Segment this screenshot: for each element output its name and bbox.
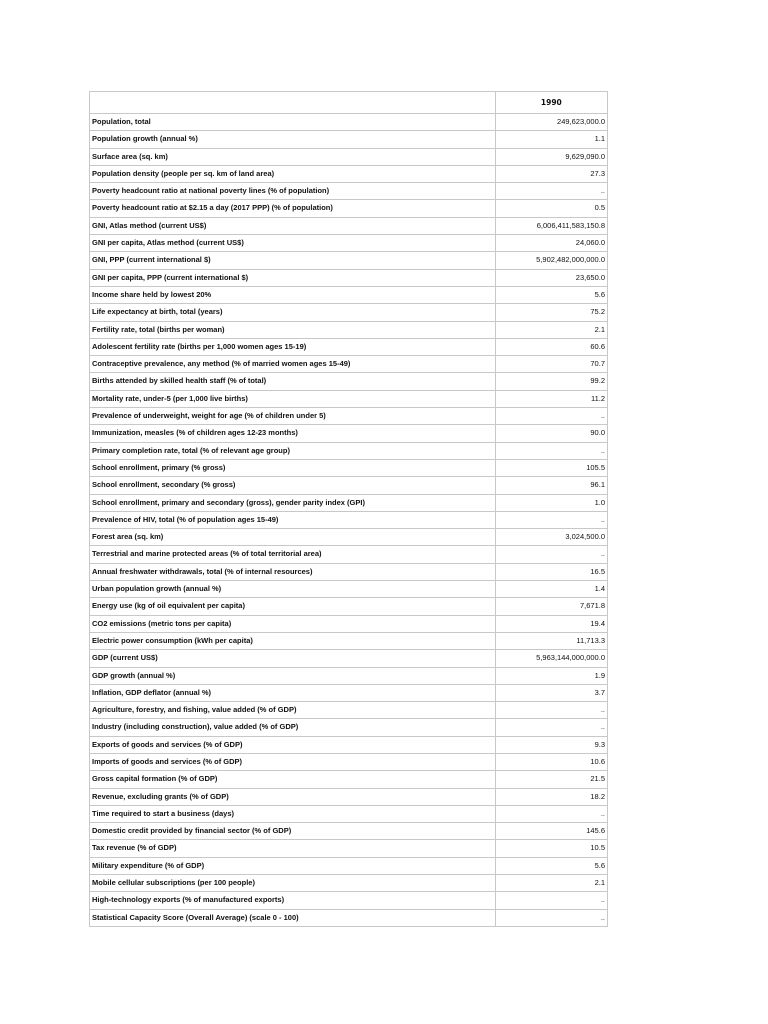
table-row (90, 632, 608, 649)
indicator-label: Fertility rate, total (births per woman) (90, 321, 496, 338)
indicator-value: 18.2 (495, 788, 607, 805)
indicator-label: CO2 emissions (metric tons per capita) (90, 615, 496, 632)
indicators-table (89, 91, 608, 927)
indicator-label: Prevalence of HIV, total (% of population ages 15-49) (90, 511, 496, 528)
indicator-label: Inflation, GDP deflator (annual %) (90, 684, 496, 701)
indicator-value: 1.9 (495, 667, 607, 684)
table-row (90, 304, 608, 321)
indicator-value: 1.0 (495, 494, 607, 511)
indicator-label: Adolescent fertility rate (births per 1,000 women ages 15-19) (90, 338, 496, 355)
table-row (90, 165, 608, 182)
indicator-label: Population, total (90, 114, 496, 131)
indicator-label: Income share held by lowest 20% (90, 286, 496, 303)
indicator-value: .. (495, 719, 607, 736)
indicator-value: 11.2 (495, 390, 607, 407)
indicator-value: 105.5 (495, 459, 607, 476)
table-row (90, 719, 608, 736)
indicator-label: GDP (current US$) (90, 650, 496, 667)
indicator-label: Annual freshwater withdrawals, total (% of internal resources) (90, 563, 496, 580)
indicator-value: 10.6 (495, 753, 607, 770)
indicator-value: 19.4 (495, 615, 607, 632)
table-header-row (90, 92, 608, 114)
indicator-value: .. (495, 892, 607, 909)
indicator-label: Population density (people per sq. km of land area) (90, 165, 496, 182)
table-row (90, 788, 608, 805)
indicator-value: 2.1 (495, 875, 607, 892)
table-row (90, 650, 608, 667)
table-row (90, 615, 608, 632)
indicator-value: 24,060.0 (495, 235, 607, 252)
indicator-value: 9,629,090.0 (495, 148, 607, 165)
indicator-label: School enrollment, primary (% gross) (90, 459, 496, 476)
table-row (90, 408, 608, 425)
indicator-value: 21.5 (495, 771, 607, 788)
table-row (90, 235, 608, 252)
indicator-label: Time required to start a business (days) (90, 805, 496, 822)
indicator-label: Military expenditure (% of GDP) (90, 857, 496, 874)
table-row (90, 252, 608, 269)
indicator-label: Poverty headcount ratio at national poverty lines (% of population) (90, 183, 496, 200)
indicator-label: Statistical Capacity Score (Overall Average) (scale 0 - 100) (90, 909, 496, 926)
indicator-label: Births attended by skilled health staff (% of total) (90, 373, 496, 390)
indicator-value: .. (495, 442, 607, 459)
indicator-label: Gross capital formation (% of GDP) (90, 771, 496, 788)
indicator-label: Exports of goods and services (% of GDP) (90, 736, 496, 753)
indicator-value: 96.1 (495, 477, 607, 494)
indicator-value: 249,623,000.0 (495, 114, 607, 131)
table-row (90, 494, 608, 511)
indicator-value: 70.7 (495, 356, 607, 373)
indicator-label: Electric power consumption (kWh per capita) (90, 632, 496, 649)
header-year-column: 1990 (495, 92, 607, 114)
table-row (90, 892, 608, 909)
indicator-value: 5,902,482,000,000.0 (495, 252, 607, 269)
table-row (90, 563, 608, 580)
table-row (90, 667, 608, 684)
table-body (90, 114, 608, 927)
indicator-value: 16.5 (495, 563, 607, 580)
table-row (90, 425, 608, 442)
indicator-label: Poverty headcount ratio at $2.15 a day (2017 PPP) (% of population) (90, 200, 496, 217)
table-row (90, 269, 608, 286)
indicator-value: 145.6 (495, 823, 607, 840)
indicator-label: Life expectancy at birth, total (years) (90, 304, 496, 321)
table-row (90, 217, 608, 234)
indicator-label: Revenue, excluding grants (% of GDP) (90, 788, 496, 805)
table-row (90, 581, 608, 598)
indicator-label: GNI per capita, Atlas method (current US$) (90, 235, 496, 252)
table-row (90, 857, 608, 874)
header-indicator-column (90, 92, 496, 114)
indicator-label: Mortality rate, under-5 (per 1,000 live births) (90, 390, 496, 407)
table-row (90, 338, 608, 355)
table-row (90, 771, 608, 788)
table-row (90, 459, 608, 476)
indicator-label: Population growth (annual %) (90, 131, 496, 148)
indicator-value: .. (495, 546, 607, 563)
indicator-label: Prevalence of underweight, weight for age (% of children under 5) (90, 408, 496, 425)
table-row (90, 511, 608, 528)
indicator-value: 5,963,144,000,000.0 (495, 650, 607, 667)
indicator-label: Energy use (kg of oil equivalent per capita) (90, 598, 496, 615)
indicator-value: 27.3 (495, 165, 607, 182)
table-row (90, 702, 608, 719)
indicator-label: High-technology exports (% of manufactured exports) (90, 892, 496, 909)
indicator-label: Immunization, measles (% of children ages 12-23 months) (90, 425, 496, 442)
indicator-value: 5.6 (495, 286, 607, 303)
indicator-value: 23,650.0 (495, 269, 607, 286)
table-row (90, 114, 608, 131)
indicator-value: 1.1 (495, 131, 607, 148)
indicator-value: 10.5 (495, 840, 607, 857)
indicator-label: Contraceptive prevalence, any method (% of married women ages 15-49) (90, 356, 496, 373)
table-row (90, 805, 608, 822)
indicator-label: Surface area (sq. km) (90, 148, 496, 165)
indicator-label: Mobile cellular subscriptions (per 100 people) (90, 875, 496, 892)
indicator-label: Urban population growth (annual %) (90, 581, 496, 598)
indicator-value: 5.6 (495, 857, 607, 874)
indicator-label: GNI, PPP (current international $) (90, 252, 496, 269)
indicator-value: 90.0 (495, 425, 607, 442)
indicator-label: Agriculture, forestry, and fishing, value added (% of GDP) (90, 702, 496, 719)
indicator-value: 2.1 (495, 321, 607, 338)
indicator-value: 0.5 (495, 200, 607, 217)
table-row (90, 598, 608, 615)
table-row (90, 148, 608, 165)
indicator-value: 3.7 (495, 684, 607, 701)
indicator-label: Tax revenue (% of GDP) (90, 840, 496, 857)
indicator-label: Terrestrial and marine protected areas (% of total territorial area) (90, 546, 496, 563)
table-row (90, 753, 608, 770)
table-row (90, 390, 608, 407)
table-row (90, 546, 608, 563)
table-row (90, 321, 608, 338)
table-row (90, 875, 608, 892)
table-row (90, 131, 608, 148)
indicator-label: Imports of goods and services (% of GDP) (90, 753, 496, 770)
table-row (90, 909, 608, 926)
indicator-label: School enrollment, secondary (% gross) (90, 477, 496, 494)
table-row (90, 183, 608, 200)
indicator-value: 11,713.3 (495, 632, 607, 649)
table-row (90, 823, 608, 840)
indicator-value: .. (495, 805, 607, 822)
indicator-value: .. (495, 511, 607, 528)
indicator-value: .. (495, 702, 607, 719)
table-row (90, 286, 608, 303)
table-row (90, 684, 608, 701)
indicator-label: School enrollment, primary and secondary (gross), gender parity index (GPI) (90, 494, 496, 511)
indicator-value: 60.6 (495, 338, 607, 355)
indicator-label: Primary completion rate, total (% of relevant age group) (90, 442, 496, 459)
indicator-value: 3,024,500.0 (495, 529, 607, 546)
table-row (90, 442, 608, 459)
indicator-value: 75.2 (495, 304, 607, 321)
indicator-value: 9.3 (495, 736, 607, 753)
indicator-value: .. (495, 408, 607, 425)
indicator-label: Industry (including construction), value added (% of GDP) (90, 719, 496, 736)
indicator-label: GNI, Atlas method (current US$) (90, 217, 496, 234)
indicator-label: Forest area (sq. km) (90, 529, 496, 546)
indicator-label: Domestic credit provided by financial sector (% of GDP) (90, 823, 496, 840)
table-row (90, 356, 608, 373)
indicator-value: 1.4 (495, 581, 607, 598)
indicator-label: GDP growth (annual %) (90, 667, 496, 684)
table-row (90, 200, 608, 217)
table-row (90, 373, 608, 390)
indicator-value: .. (495, 909, 607, 926)
indicator-value: 6,006,411,583,150.8 (495, 217, 607, 234)
table-row (90, 529, 608, 546)
table-row (90, 477, 608, 494)
table-row (90, 736, 608, 753)
indicator-value: .. (495, 183, 607, 200)
indicator-value: 99.2 (495, 373, 607, 390)
indicator-value: 7,671.8 (495, 598, 607, 615)
table-row (90, 840, 608, 857)
indicator-label: GNI per capita, PPP (current international $) (90, 269, 496, 286)
